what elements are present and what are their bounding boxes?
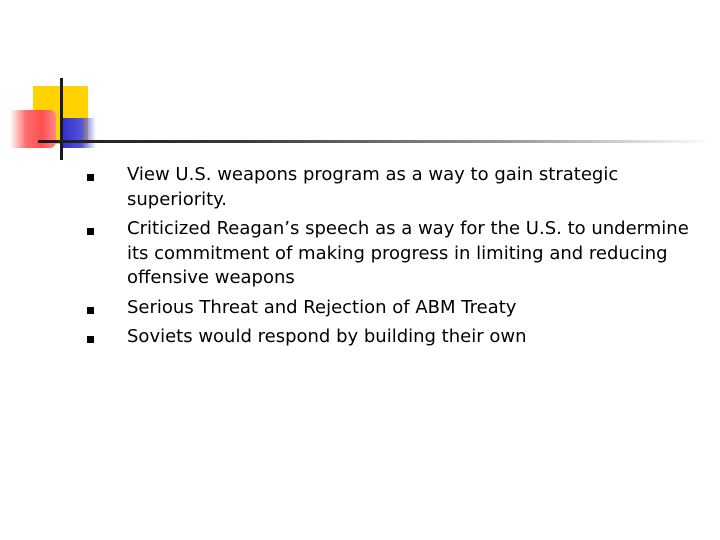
bullet-item: [84, 325, 704, 350]
bullet-item: [84, 163, 704, 212]
title-underline-rule: [38, 140, 714, 143]
bullet-text: Serious Threat and Rejection of ABM Treaty: [127, 296, 517, 318]
square-bullet-icon: [87, 336, 94, 343]
bullet-item: [84, 217, 704, 291]
logo-blue-square: [60, 118, 96, 148]
bullet-text: View U.S. weapons program as a way to gain strategic superiority.: [127, 164, 619, 210]
bullet-item: [84, 296, 704, 321]
bullet-text: Soviets would respond by building their own: [127, 326, 527, 347]
bullet-list: [84, 163, 704, 355]
logo-vertical-rule: [60, 78, 63, 160]
square-bullet-icon: [87, 174, 94, 181]
square-bullet-icon: [87, 307, 94, 314]
square-bullet-icon: [87, 228, 94, 235]
bullet-text: Criticized Reagan’s speech as a way for the U.S. to undermine its commitment of making progress in limiting and reducing offensive weapons: [127, 218, 689, 288]
